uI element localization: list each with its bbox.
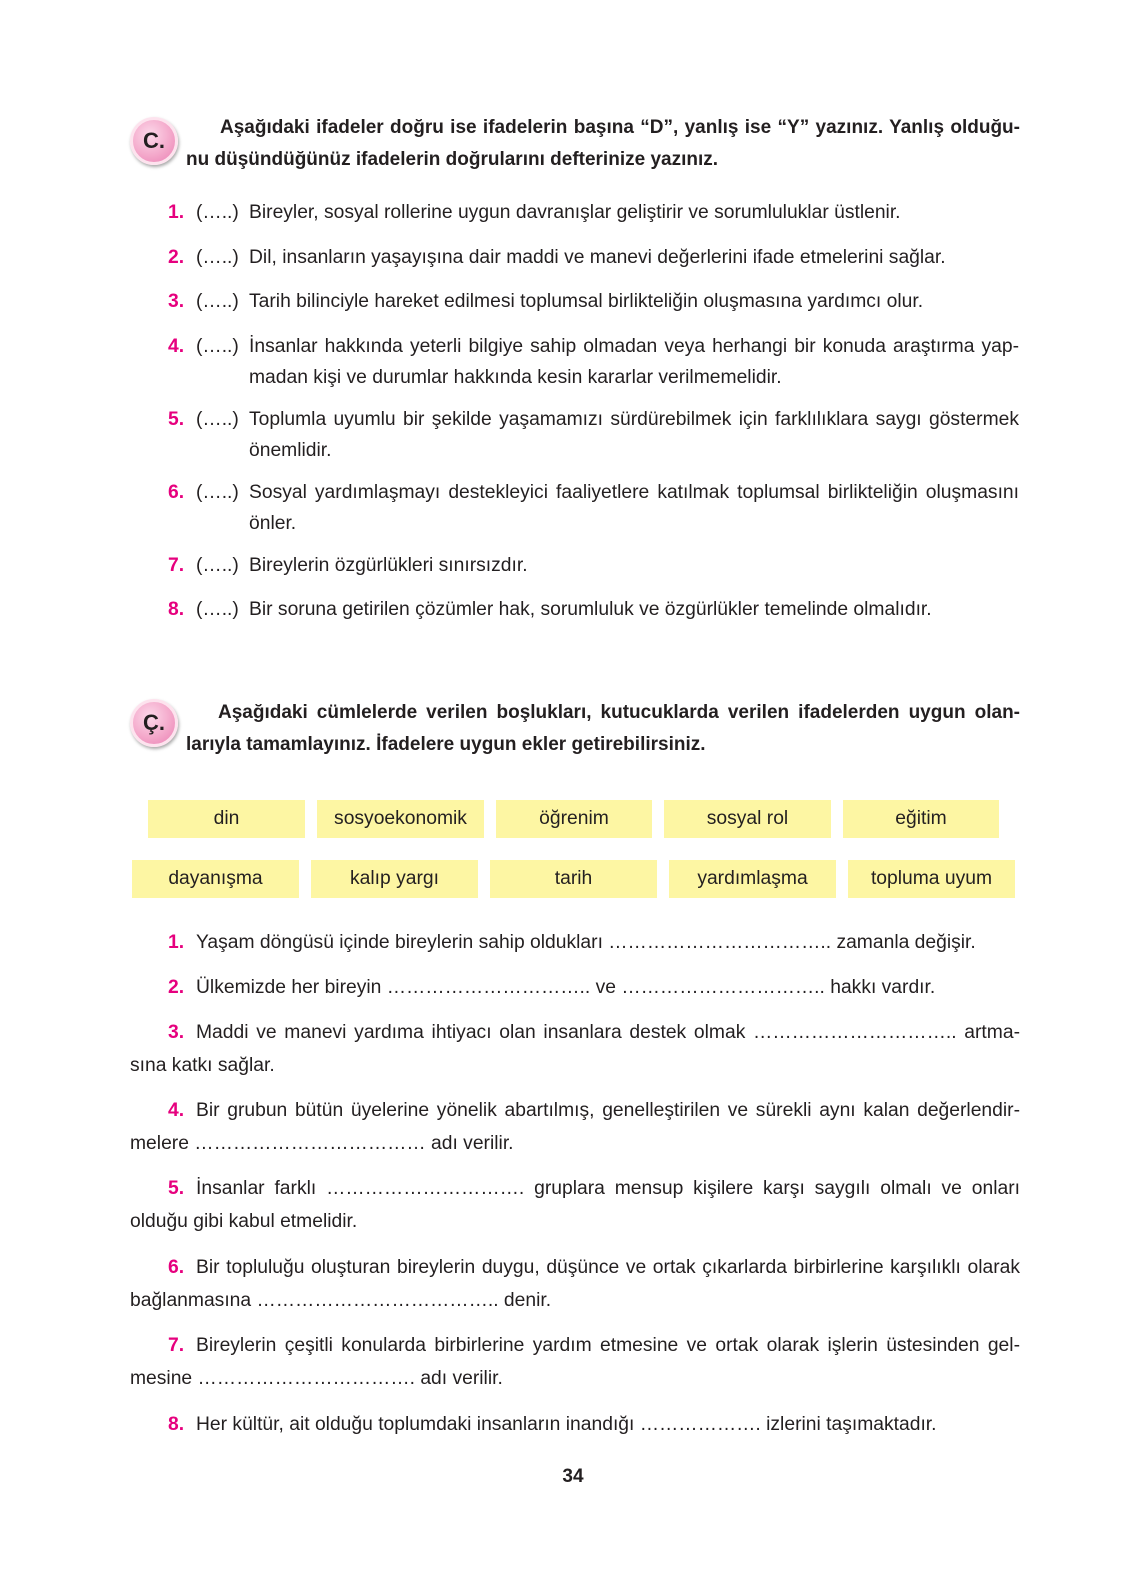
item-text-line: Tarih bilinciyle hareket edilmesi toplumsal birlikteliğin oluşmasına yardımcı olur. (249, 290, 924, 312)
answer-blank: (…..) (196, 246, 239, 268)
true-false-item-5 (168, 404, 1019, 466)
item-number: 5. (168, 408, 185, 430)
word-box: yardımlaşma (669, 860, 836, 898)
item-text (249, 404, 1019, 466)
item-text-line: Bir topluluğu oluşturan bireylerin duygu, düşünce ve ortak çıkarlarda birbirlerine karşılıklı olarak (196, 1256, 1020, 1278)
item-text-line: Toplumla uyumlu bir şekilde yaşamamızı sürdürebilmek için farklılıklara saygı göstermek (249, 408, 1019, 430)
item-text-line: önemlidir. (249, 439, 332, 461)
item-text-line: madan kişi ve durumlar hakkında kesin kararlar verilmemelidir. (249, 366, 782, 388)
true-false-item-8 (168, 594, 1019, 625)
true-false-item-6 (168, 477, 1019, 539)
item-first-line (130, 1016, 1020, 1049)
page-number: 34 (562, 1466, 584, 1487)
answer-blank: (…..) (196, 481, 239, 503)
item-number: 2. (168, 976, 185, 998)
section-c-cedilla-badge: Ç. (130, 699, 178, 747)
answer-blank: (…..) (196, 554, 239, 576)
item-text-line: Bireyler, sosyal rollerine uygun davranışlar geliştirir ve sorumluluklar üstlenir. (249, 201, 901, 223)
item-text (249, 197, 1019, 228)
word-box: dayanışma (132, 860, 299, 898)
fill-in-item-7 (130, 1329, 1020, 1395)
instruction-line: Aşağıdaki cümlelerde verilen boşlukları, kutucuklarda verilen ifadelerden uygun olan- (218, 702, 1020, 723)
item-number: 3. (168, 290, 185, 312)
item-text-line: Bireylerin çeşitli konularda birbirlerine yardım etmesine ve ortak olarak işlerin üstesinden gel- (196, 1334, 1020, 1356)
word-box: sosyal rol (664, 800, 831, 838)
true-false-item-4 (168, 331, 1019, 393)
item-text-line: Her kültür, ait olduğu toplumdaki insanların inandığı ………………. izlerini taşımaktadır. (196, 1413, 937, 1435)
item-text (249, 594, 1019, 625)
item-number: 6. (168, 1256, 185, 1278)
item-number: 8. (168, 598, 185, 620)
answer-blank: (…..) (196, 598, 239, 620)
item-text-line: mesine ……………………………. adı verilir. (130, 1367, 503, 1389)
answer-blank: (…..) (196, 408, 239, 430)
item-first-line (130, 1172, 1020, 1205)
item-text (249, 477, 1019, 539)
item-number: 4. (168, 335, 185, 357)
item-text-line: bağlanmasına ……………………………….. denir. (130, 1289, 552, 1311)
item-text-line: Ülkemizde her bireyin ………………………….. ve ………………………….. hakkı vardır. (196, 976, 936, 998)
item-text-line: Sosyal yardımlaşmayı destekleyici faaliyetlere katılmak toplumsal birlikteliğin oluşmasını (249, 481, 1019, 503)
item-text (249, 286, 1019, 317)
answer-blank: (…..) (196, 201, 239, 223)
item-number: 7. (168, 554, 185, 576)
section-c-cedilla-instruction (186, 697, 1020, 761)
item-number: 1. (168, 931, 185, 953)
item-text-line: olduğu gibi kabul etmelidir. (130, 1210, 358, 1232)
instruction-line: larıyla tamamlayınız. İfadelere uygun ekler getirebilirsiniz. (186, 734, 706, 755)
true-false-item-2 (168, 242, 1019, 273)
word-box: topluma uyum (848, 860, 1015, 898)
item-text-line: Maddi ve manevi yardıma ihtiyacı olan insanlara destek olmak ………………………….. artma- (196, 1021, 1020, 1043)
item-number: 4. (168, 1099, 185, 1121)
item-text-line: Yaşam döngüsü içinde bireylerin sahip oldukları …………………………….. zamanla değişir. (196, 931, 976, 953)
item-first-line (130, 1408, 1020, 1441)
item-first-line (130, 1251, 1020, 1284)
word-box: kalıp yargı (311, 860, 478, 898)
answer-blank: (…..) (196, 335, 239, 357)
item-text-line: melere ……………………………… adı verilir. (130, 1132, 514, 1154)
item-text-line: Bireylerin özgürlükleri sınırsızdır. (249, 554, 528, 576)
fill-in-item-2 (130, 971, 1020, 1004)
item-text (249, 550, 1019, 581)
item-number: 6. (168, 481, 185, 503)
item-text (249, 331, 1019, 393)
item-text (249, 242, 1019, 273)
item-first-line (130, 926, 1020, 959)
word-box: din (148, 800, 305, 838)
section-c-badge: C. (130, 117, 178, 165)
instruction-line: Aşağıdaki ifadeler doğru ise ifadelerin başına “D”, yanlış ise “Y” yazınız. Yanlış olduğu- (220, 117, 1020, 138)
fill-in-item-3 (130, 1016, 1020, 1082)
item-text-line: sına katkı sağlar. (130, 1054, 275, 1076)
item-first-line (130, 971, 1020, 1004)
item-number: 5. (168, 1177, 185, 1199)
true-false-item-1 (168, 197, 1019, 228)
word-box: öğrenim (496, 800, 652, 838)
item-number: 8. (168, 1413, 185, 1435)
word-box: tarih (490, 860, 657, 898)
item-number: 1. (168, 201, 185, 223)
fill-in-item-4 (130, 1094, 1020, 1160)
item-number: 7. (168, 1334, 185, 1356)
item-number: 2. (168, 246, 185, 268)
fill-in-item-6 (130, 1251, 1020, 1317)
item-text-line: İnsanlar farklı …………………………. gruplara mensup kişilere karşı saygılı olmalı ve onları (196, 1177, 1020, 1199)
fill-in-item-1 (130, 926, 1020, 959)
section-c-instruction (186, 112, 1020, 176)
item-first-line (130, 1329, 1020, 1362)
answer-blank: (…..) (196, 290, 239, 312)
true-false-item-3 (168, 286, 1019, 317)
item-first-line (130, 1094, 1020, 1127)
item-text-line: Dil, insanların yaşayışına dair maddi ve manevi değerlerini ifade etmelerini sağlar. (249, 246, 946, 268)
item-text-line: İnsanlar hakkında yeterli bilgiye sahip olmadan veya herhangi bir konuda araştırma yap- (249, 335, 1019, 357)
item-text-line: Bir grubun bütün üyelerine yönelik abartılmış, genelleştirilen ve sürekli aynı kalan değerlendir- (196, 1099, 1020, 1121)
item-text-line: Bir soruna getirilen çözümler hak, sorumluluk ve özgürlükler temelinde olmalıdır. (249, 598, 932, 620)
fill-in-item-5 (130, 1172, 1020, 1238)
fill-in-item-8 (130, 1408, 1020, 1441)
word-box: eğitim (843, 800, 999, 838)
instruction-line: nu düşündüğünüz ifadelerin doğrularını defterinize yazınız. (186, 149, 719, 170)
item-number: 3. (168, 1021, 185, 1043)
true-false-item-7 (168, 550, 1019, 581)
word-box: sosyoekonomik (317, 800, 484, 838)
item-text-line: önler. (249, 512, 297, 534)
